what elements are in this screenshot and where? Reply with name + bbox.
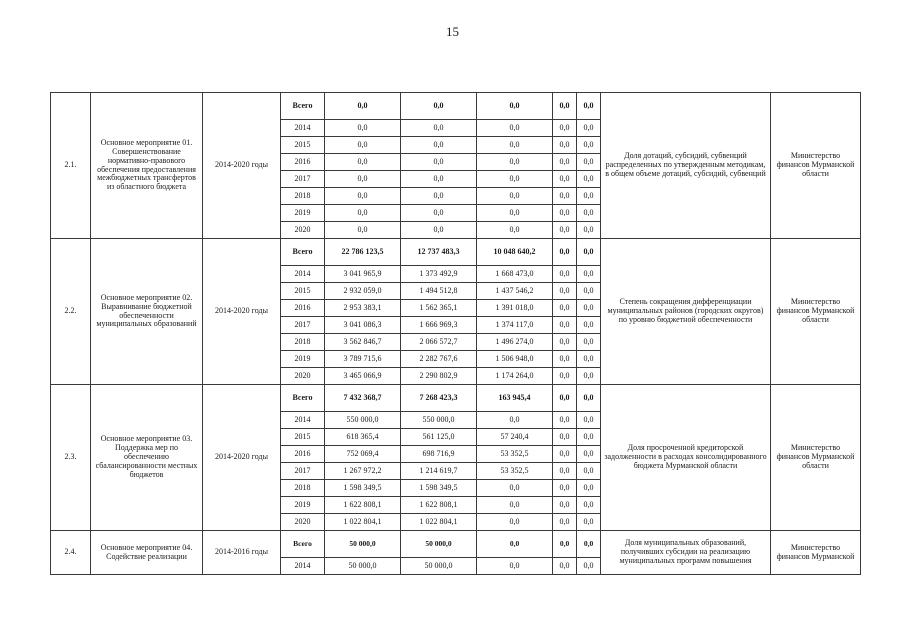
federal-budget-cell: 0,0 [477, 222, 553, 239]
year-cell: 2020 [281, 368, 325, 385]
federal-budget-cell: 1 391 018,0 [477, 300, 553, 317]
year-cell: 2014 [281, 412, 325, 429]
total-amount-cell: 50 000,0 [325, 558, 401, 575]
table-row [51, 531, 861, 558]
total-amount-cell: 3 041 965,9 [325, 266, 401, 283]
total-amount-cell: 1 022 804,1 [325, 514, 401, 531]
regional-budget-cell: 2 290 802,9 [401, 368, 477, 385]
section-name: Основное мероприятие 03. Поддержка мер по обеспечению сбалансированности местных бюджетов [91, 385, 203, 531]
section-indicator: Степень сокращения дифференциации муниципальных районов (городских округов) по уровню бюджетной обеспеченности [601, 239, 771, 385]
year-cell: 2014 [281, 266, 325, 283]
federal-budget-cell: 1 506 948,0 [477, 351, 553, 368]
total-amount-cell: 3 562 846,7 [325, 334, 401, 351]
total-amount-cell: 7 432 368,7 [325, 385, 401, 412]
federal-budget-cell: 53 352,5 [477, 463, 553, 480]
year-cell: 2019 [281, 205, 325, 222]
table-row [51, 385, 861, 412]
other-sources-cell: 0,0 [577, 446, 601, 463]
local-budget-cell: 0,0 [553, 137, 577, 154]
other-sources-cell: 0,0 [577, 154, 601, 171]
other-sources-cell: 0,0 [577, 222, 601, 239]
section-period: 2014-2020 годы [203, 239, 281, 385]
regional-budget-cell: 1 214 619,7 [401, 463, 477, 480]
other-sources-cell: 0,0 [577, 412, 601, 429]
federal-budget-cell: 0,0 [477, 93, 553, 120]
local-budget-cell: 0,0 [553, 171, 577, 188]
total-amount-cell: 22 786 123,5 [325, 239, 401, 266]
total-amount-cell: 3 789 715,6 [325, 351, 401, 368]
other-sources-cell: 0,0 [577, 283, 601, 300]
federal-budget-cell: 0,0 [477, 171, 553, 188]
local-budget-cell: 0,0 [553, 463, 577, 480]
year-cell: 2019 [281, 497, 325, 514]
total-amount-cell: 3 465 066,9 [325, 368, 401, 385]
total-label: Всего [281, 385, 325, 412]
regional-budget-cell: 1 622 808,1 [401, 497, 477, 514]
year-cell: 2020 [281, 514, 325, 531]
local-budget-cell: 0,0 [553, 93, 577, 120]
total-amount-cell: 0,0 [325, 188, 401, 205]
federal-budget-cell: 0,0 [477, 205, 553, 222]
other-sources-cell: 0,0 [577, 429, 601, 446]
regional-budget-cell: 698 716,9 [401, 446, 477, 463]
local-budget-cell: 0,0 [553, 205, 577, 222]
federal-budget-cell: 0,0 [477, 480, 553, 497]
total-amount-cell: 618 365,4 [325, 429, 401, 446]
local-budget-cell: 0,0 [553, 385, 577, 412]
total-amount-cell: 2 932 059,0 [325, 283, 401, 300]
local-budget-cell: 0,0 [553, 120, 577, 137]
regional-budget-cell: 0,0 [401, 154, 477, 171]
table-row [51, 93, 861, 120]
federal-budget-cell: 0,0 [477, 120, 553, 137]
year-cell: 2016 [281, 300, 325, 317]
section-indicator: Доля дотаций, субсидий, субвенций распределенных по утвержденным методикам, в общем объеме дотаций, субсидий, субвенций [601, 93, 771, 239]
section-name: Основное мероприятие 02. Выравнивание бюджетной обеспеченности муниципальных образований [91, 239, 203, 385]
local-budget-cell: 0,0 [553, 351, 577, 368]
table-row [51, 239, 861, 266]
budget-table [50, 92, 861, 575]
other-sources-cell: 0,0 [577, 266, 601, 283]
other-sources-cell: 0,0 [577, 497, 601, 514]
year-cell: 2014 [281, 558, 325, 575]
other-sources-cell: 0,0 [577, 137, 601, 154]
section-code: 2.2. [51, 239, 91, 385]
other-sources-cell: 0,0 [577, 205, 601, 222]
total-amount-cell: 0,0 [325, 137, 401, 154]
total-amount-cell: 0,0 [325, 154, 401, 171]
local-budget-cell: 0,0 [553, 300, 577, 317]
local-budget-cell: 0,0 [553, 334, 577, 351]
regional-budget-cell: 1 562 365,1 [401, 300, 477, 317]
other-sources-cell: 0,0 [577, 239, 601, 266]
year-cell: 2018 [281, 188, 325, 205]
federal-budget-cell: 53 352,5 [477, 446, 553, 463]
regional-budget-cell: 1 373 492,9 [401, 266, 477, 283]
regional-budget-cell: 0,0 [401, 205, 477, 222]
federal-budget-cell: 0,0 [477, 514, 553, 531]
regional-budget-cell: 550 000,0 [401, 412, 477, 429]
section-period: 2014-2016 годы [203, 531, 281, 575]
federal-budget-cell: 163 945,4 [477, 385, 553, 412]
year-cell: 2017 [281, 171, 325, 188]
section-executor: Министерство финансов Мурманской области [771, 93, 861, 239]
total-amount-cell: 50 000,0 [325, 531, 401, 558]
regional-budget-cell: 50 000,0 [401, 531, 477, 558]
regional-budget-cell: 1 598 349,5 [401, 480, 477, 497]
local-budget-cell: 0,0 [553, 558, 577, 575]
total-label: Всего [281, 239, 325, 266]
year-cell: 2015 [281, 429, 325, 446]
regional-budget-cell: 1 494 512,8 [401, 283, 477, 300]
year-cell: 2015 [281, 137, 325, 154]
regional-budget-cell: 1 666 969,3 [401, 317, 477, 334]
total-amount-cell: 0,0 [325, 93, 401, 120]
regional-budget-cell: 2 066 572,7 [401, 334, 477, 351]
local-budget-cell: 0,0 [553, 429, 577, 446]
year-cell: 2014 [281, 120, 325, 137]
other-sources-cell: 0,0 [577, 188, 601, 205]
other-sources-cell: 0,0 [577, 300, 601, 317]
local-budget-cell: 0,0 [553, 514, 577, 531]
local-budget-cell: 0,0 [553, 239, 577, 266]
federal-budget-cell: 1 374 117,0 [477, 317, 553, 334]
federal-budget-cell: 0,0 [477, 558, 553, 575]
year-cell: 2016 [281, 446, 325, 463]
local-budget-cell: 0,0 [553, 480, 577, 497]
total-amount-cell: 3 041 086,3 [325, 317, 401, 334]
federal-budget-cell: 0,0 [477, 497, 553, 514]
other-sources-cell: 0,0 [577, 93, 601, 120]
federal-budget-cell: 0,0 [477, 188, 553, 205]
local-budget-cell: 0,0 [553, 446, 577, 463]
regional-budget-cell: 0,0 [401, 120, 477, 137]
regional-budget-cell: 0,0 [401, 188, 477, 205]
local-budget-cell: 0,0 [553, 412, 577, 429]
other-sources-cell: 0,0 [577, 351, 601, 368]
total-amount-cell: 752 069,4 [325, 446, 401, 463]
regional-budget-cell: 12 737 483,3 [401, 239, 477, 266]
total-label: Всего [281, 531, 325, 558]
section-period: 2014-2020 годы [203, 93, 281, 239]
local-budget-cell: 0,0 [553, 531, 577, 558]
federal-budget-cell: 1 174 264,0 [477, 368, 553, 385]
federal-budget-cell: 0,0 [477, 531, 553, 558]
regional-budget-cell: 50 000,0 [401, 558, 477, 575]
section-code: 2.1. [51, 93, 91, 239]
total-amount-cell: 0,0 [325, 222, 401, 239]
federal-budget-cell: 1 496 274,0 [477, 334, 553, 351]
section-code: 2.4. [51, 531, 91, 575]
other-sources-cell: 0,0 [577, 385, 601, 412]
federal-budget-cell: 1 437 546,2 [477, 283, 553, 300]
local-budget-cell: 0,0 [553, 222, 577, 239]
local-budget-cell: 0,0 [553, 368, 577, 385]
other-sources-cell: 0,0 [577, 120, 601, 137]
other-sources-cell: 0,0 [577, 317, 601, 334]
other-sources-cell: 0,0 [577, 334, 601, 351]
regional-budget-cell: 0,0 [401, 222, 477, 239]
year-cell: 2015 [281, 283, 325, 300]
section-executor: Министерство финансов Мурманской области [771, 385, 861, 531]
federal-budget-cell: 0,0 [477, 137, 553, 154]
section-indicator: Доля просроченной кредиторской задолженности в расходах консолидированного бюджета Мурманской области [601, 385, 771, 531]
total-amount-cell: 1 267 972,2 [325, 463, 401, 480]
total-label: Всего [281, 93, 325, 120]
local-budget-cell: 0,0 [553, 188, 577, 205]
local-budget-cell: 0,0 [553, 266, 577, 283]
year-cell: 2016 [281, 154, 325, 171]
section-name: Основное мероприятие 01. Совершенствование нормативно-правового обеспечения предоставления межбюджетных трансфертов из областного бюджета [91, 93, 203, 239]
federal-budget-cell: 1 668 473,0 [477, 266, 553, 283]
total-amount-cell: 1 598 349,5 [325, 480, 401, 497]
other-sources-cell: 0,0 [577, 171, 601, 188]
local-budget-cell: 0,0 [553, 283, 577, 300]
year-cell: 2019 [281, 351, 325, 368]
page-number: 15 [446, 24, 459, 39]
local-budget-cell: 0,0 [553, 154, 577, 171]
section-indicator: Доля муниципальных образований, получивших субсидии на реализацию муниципальных программ повышения [601, 531, 771, 575]
total-amount-cell: 0,0 [325, 171, 401, 188]
section-name: Основное мероприятие 04. Содействие реализации [91, 531, 203, 575]
federal-budget-cell: 10 048 640,2 [477, 239, 553, 266]
federal-budget-cell: 0,0 [477, 412, 553, 429]
regional-budget-cell: 0,0 [401, 137, 477, 154]
local-budget-cell: 0,0 [553, 497, 577, 514]
other-sources-cell: 0,0 [577, 480, 601, 497]
section-executor: Министерство финансов Мурманской [771, 531, 861, 575]
total-amount-cell: 0,0 [325, 120, 401, 137]
regional-budget-cell: 0,0 [401, 171, 477, 188]
year-cell: 2018 [281, 334, 325, 351]
other-sources-cell: 0,0 [577, 514, 601, 531]
local-budget-cell: 0,0 [553, 317, 577, 334]
other-sources-cell: 0,0 [577, 368, 601, 385]
total-amount-cell: 1 622 808,1 [325, 497, 401, 514]
section-period: 2014-2020 годы [203, 385, 281, 531]
year-cell: 2018 [281, 480, 325, 497]
total-amount-cell: 0,0 [325, 205, 401, 222]
year-cell: 2017 [281, 463, 325, 480]
total-amount-cell: 550 000,0 [325, 412, 401, 429]
federal-budget-cell: 57 240,4 [477, 429, 553, 446]
section-code: 2.3. [51, 385, 91, 531]
year-cell: 2020 [281, 222, 325, 239]
regional-budget-cell: 7 268 423,3 [401, 385, 477, 412]
other-sources-cell: 0,0 [577, 463, 601, 480]
federal-budget-cell: 0,0 [477, 154, 553, 171]
regional-budget-cell: 561 125,0 [401, 429, 477, 446]
regional-budget-cell: 1 022 804,1 [401, 514, 477, 531]
regional-budget-cell: 0,0 [401, 93, 477, 120]
other-sources-cell: 0,0 [577, 531, 601, 558]
regional-budget-cell: 2 282 767,6 [401, 351, 477, 368]
other-sources-cell: 0,0 [577, 558, 601, 575]
section-executor: Министерство финансов Мурманской области [771, 239, 861, 385]
total-amount-cell: 2 953 383,1 [325, 300, 401, 317]
year-cell: 2017 [281, 317, 325, 334]
